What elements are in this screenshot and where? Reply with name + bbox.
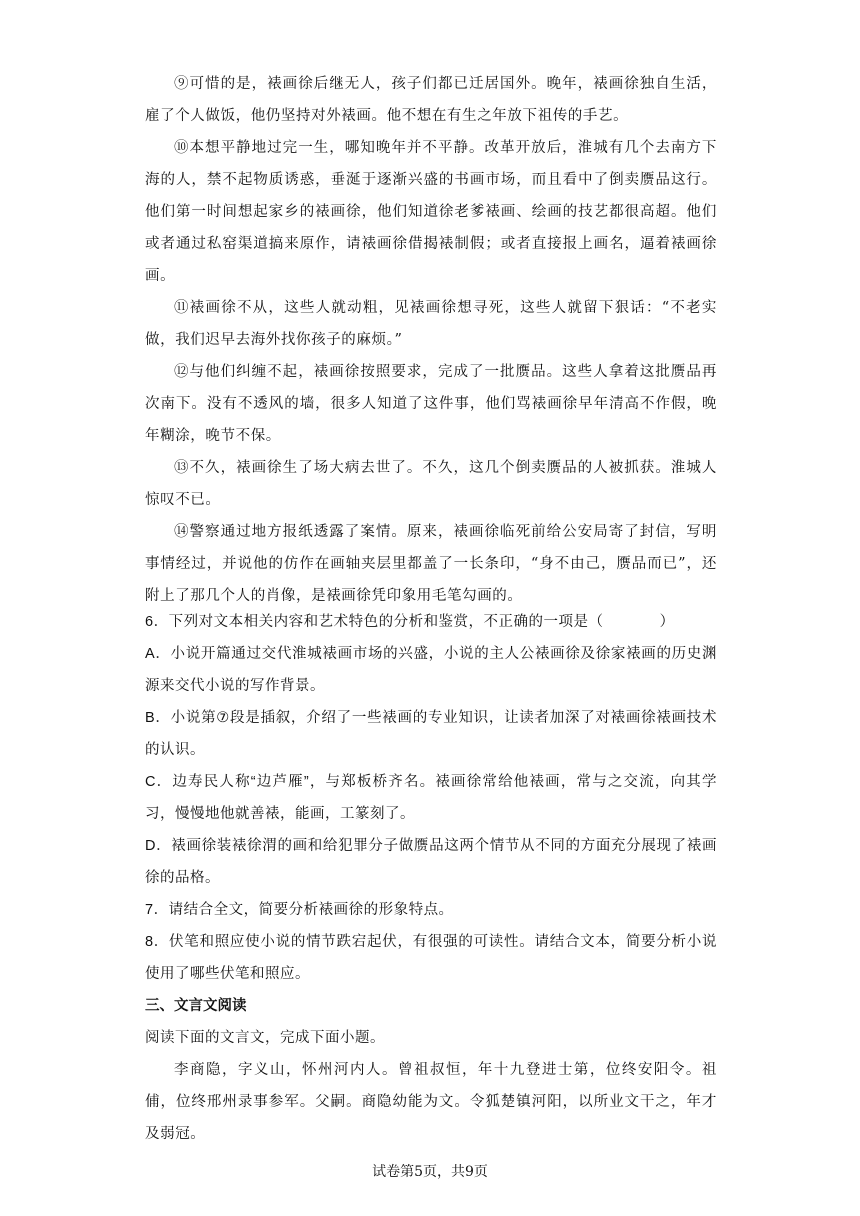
story-paragraph-13: ⑬不久，裱画徐生了场大病去世了。不久，这几个倒卖赝品的人被抓获。淮城人惊叹不已。: [145, 460, 717, 508]
question-8: 8．伏笔和照应使小说的情节跌宕起伏，有很强的可读性。请结合文本，简要分析小说使用了哪些伏笔和照应。: [145, 934, 717, 982]
story-paragraph-10: ⑩本想平静地过完一生，哪知晚年并不平静。改革开放后，淮城有几个去南方下海的人，禁不起物质诱惑，垂涎于逐渐兴盛的书画市场，而且看中了倒卖赝品这行。他们第一时间想起家乡的裱画徐，他们知道徐老爹裱画、绘画的技艺都很高超。他们或者通过私窑渠道搞来原作，请裱画徐借揭裱制假；或者直接报上画名，逼着裱画徐画。: [145, 140, 717, 284]
question-6-option-b: B．小说第⑦段是插叙，介绍了一些裱画的专业知识，让读者加深了对裱画徐裱画技术的认识。: [145, 710, 717, 758]
question-7: 7．请结合全文，简要分析裱画徐的形象特点。: [145, 902, 454, 918]
story-section: [145, 68, 717, 612]
question-6-option-c: C．边寿民人称“边芦雁”，与郑板桥齐名。裱画徐常给他裱画，常与之交流，向其学习，慢慢地他就善裱，能画，工篆刻了。: [145, 774, 717, 822]
section-3-heading: 三、文言文阅读: [145, 998, 247, 1014]
questions-section: [145, 606, 717, 1150]
classical-passage: 李商隐，字义山，怀州河内人。曾祖叔恒，年十九登进士第，位终安阳令。祖俌，位终邢州录事参军。父嗣。商隐幼能为文。令狐楚镇河阳，以所业文干之，年才及弱冠。: [145, 1062, 717, 1142]
question-6-stem-close: ）: [659, 614, 675, 630]
page-footer: 试卷第5页，共9页: [372, 1164, 488, 1180]
story-paragraph-14: ⑭警察通过地方报纸透露了案情。原来，裱画徐临死前给公安局寄了封信，写明事情经过，并说他的仿作在画轴夹层里都盖了一长条印，“身不由己，赝品而已”，还附上了那几个人的肖像，是裱画徐凭印象用毛笔勾画的。: [145, 524, 717, 604]
question-6-option-d: D．裱画徐装裱徐渭的画和给犯罪分子做赝品这两个情节从不同的方面充分展现了裱画徐的品格。: [145, 838, 717, 886]
question-6-option-a: A．小说开篇通过交代淮城裱画市场的兴盛，小说的主人公裱画徐及徐家裱画的历史渊源来交代小说的写作背景。: [145, 646, 717, 694]
section-3-instruction: 阅读下面的文言文，完成下面小题。: [145, 1030, 385, 1046]
story-paragraph-9: ⑨可惜的是，裱画徐后继无人，孩子们都已迁居国外。晚年，裱画徐独自生活，雇了个人做饭，他仍坚持对外裱画。他不想在有生之年放下祖传的手艺。: [145, 76, 717, 124]
question-6-stem-text: 6．下列对文本相关内容和艺术特色的分析和鉴赏，不正确的一项是（: [145, 614, 604, 630]
story-paragraph-11: ⑪裱画徐不从，这些人就动粗，见裱画徐想寻死，这些人就留下狠话：“不老实做，我们迟早去海外找你孩子的麻烦。”: [145, 300, 717, 348]
story-paragraph-12: ⑫与他们纠缠不起，裱画徐按照要求，完成了一批赝品。这些人拿着这批赝品再次南下。没有不透风的墙，很多人知道了这件事，他们骂裱画徐早年清高不作假，晚年糊涂，晚节不保。: [145, 364, 717, 444]
question-6-stem: [145, 606, 717, 638]
